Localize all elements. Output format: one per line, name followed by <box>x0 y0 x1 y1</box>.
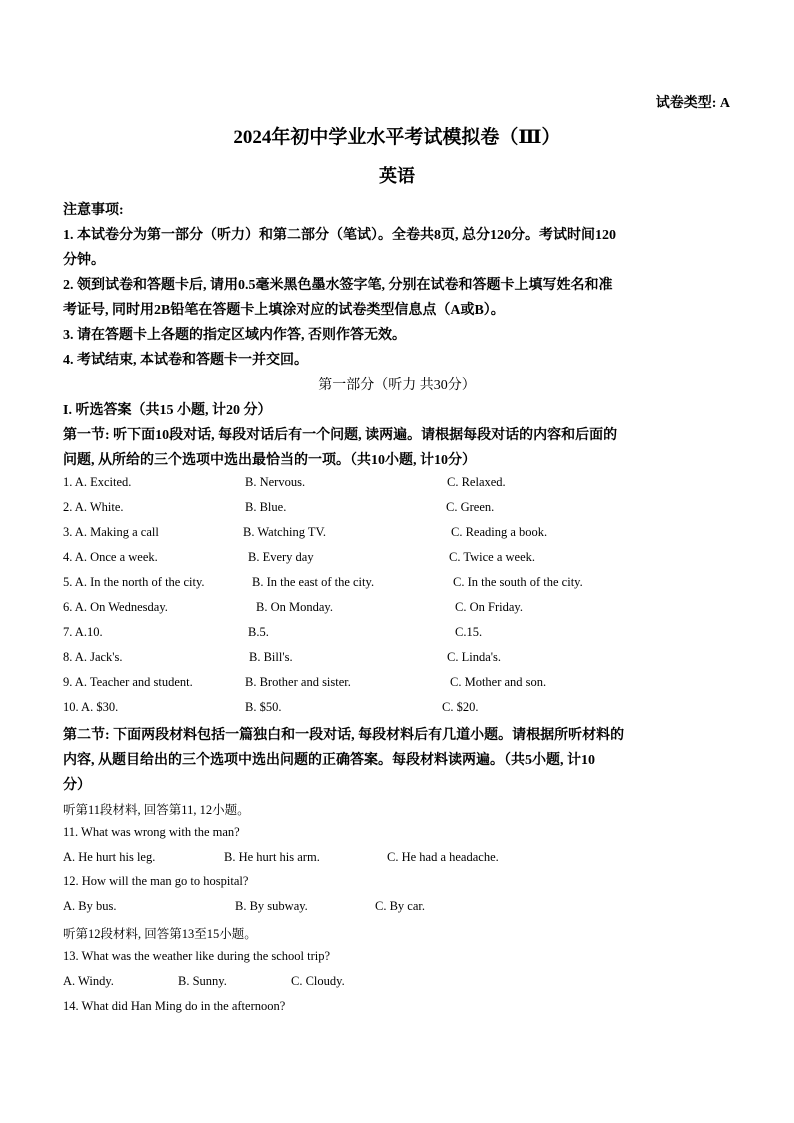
option-a: 7. A.10. <box>63 625 103 639</box>
option-b: B. He hurt his arm. <box>224 850 320 864</box>
option-c: C.15. <box>455 625 483 639</box>
option-c: C. Mother and son. <box>450 675 547 689</box>
option-a: 6. A. On Wednesday. <box>63 600 168 614</box>
part-one-heading: 第一部分（听力 共30分） <box>318 378 476 393</box>
option-c: C. Twice a week. <box>449 550 536 564</box>
material-11-instruction: 听第11段材料, 回答第11, 12小题。 <box>63 803 250 817</box>
section-two-instruction-line-1: 第二节: 下面两段材料包括一篇独白和一段对话, 每段材料后有几道小题。请根据所听材料的 <box>63 728 625 743</box>
question-11-stem: 11. What was wrong with the man? <box>63 825 240 839</box>
option-c: C. By car. <box>375 899 425 913</box>
option-c: C. Relaxed. <box>447 475 506 489</box>
option-b: B. By subway. <box>235 899 308 913</box>
section-two-instruction-line-3: 分） <box>63 778 91 793</box>
option-c: C. Green. <box>446 500 495 514</box>
option-b: B. $50. <box>245 700 282 714</box>
section-title: I. 听选答案（共15 小题, 计20 分） <box>63 403 272 418</box>
option-b: B. On Monday. <box>256 600 333 614</box>
option-b: B. Nervous. <box>245 475 306 489</box>
option-a: 9. A. Teacher and student. <box>63 675 193 689</box>
question-12-stem: 12. How will the man go to hospital? <box>63 874 249 888</box>
option-a: 4. A. Once a week. <box>63 550 158 564</box>
option-b: B. Brother and sister. <box>245 675 351 689</box>
option-b: B. In the east of the city. <box>252 575 375 589</box>
option-b: B. Watching TV. <box>243 525 327 539</box>
option-c: C. He had a headache. <box>387 850 499 864</box>
section-one-instruction-line-2: 问题, 从所给的三个选项中选出最恰当的一项。（共10小题, 计10分） <box>63 453 476 468</box>
option-a: 10. A. $30. <box>63 700 119 714</box>
option-a: A. Windy. <box>63 974 114 988</box>
note-item-4: 4. 考试结束, 本试卷和答题卡一并交回。 <box>63 353 308 368</box>
option-b: B. Sunny. <box>178 974 227 988</box>
subject-title: 英语 <box>379 166 415 186</box>
note-item-2-line-1: 2. 领到试卷和答题卡后, 请用0.5毫米黑色墨水签字笔, 分别在试卷和答题卡上填写姓名和准 <box>63 278 613 293</box>
option-c: C. In the south of the city. <box>453 575 583 589</box>
option-c: C. On Friday. <box>455 600 523 614</box>
section-two-instruction-line-2: 内容, 从题目给出的三个选项中选出问题的正确答案。每段材料读两遍。（共5小题, 计10 <box>63 753 595 768</box>
option-a: A. By bus. <box>63 899 117 913</box>
page-title: 2024年初中学业水平考试模拟卷（Ⅲ） <box>233 127 561 148</box>
option-c: C. Cloudy. <box>291 974 345 988</box>
option-a: 3. A. Making a call <box>63 525 159 539</box>
option-b: B. Every day <box>248 550 314 564</box>
option-a: 8. A. Jack's. <box>63 650 123 664</box>
paper-type-label: 试卷类型: A <box>655 96 730 111</box>
option-c: C. Linda's. <box>447 650 501 664</box>
note-item-1-line-1: 1. 本试卷分为第一部分（听力）和第二部分（笔试）。全卷共8页, 总分120分。考试时间120 <box>63 228 616 243</box>
question-13-stem: 13. What was the weather like during the school trip? <box>63 949 331 963</box>
note-item-2-line-2: 考证号, 同时用2B铅笔在答题卡上填涂对应的试卷类型信息点（A或B）。 <box>63 303 505 318</box>
option-b: B.5. <box>248 625 269 639</box>
note-item-1-line-2: 分钟。 <box>63 253 105 268</box>
option-a: 1. A. Excited. <box>63 475 132 489</box>
section-one-instruction-line-1: 第一节: 听下面10段对话, 每段对话后有一个问题, 读两遍。请根据每段对话的内容和后面的 <box>63 428 618 443</box>
option-c: C. Reading a book. <box>451 525 548 539</box>
option-b: B. Blue. <box>245 500 287 514</box>
option-a: 2. A. White. <box>63 500 124 514</box>
option-c: C. $20. <box>442 700 479 714</box>
notes-heading: 注意事项: <box>63 203 124 218</box>
question-14-stem: 14. What did Han Ming do in the afternoon? <box>63 999 286 1013</box>
option-a: A. He hurt his leg. <box>63 850 156 864</box>
note-item-3: 3. 请在答题卡上各题的指定区域内作答, 否则作答无效。 <box>63 328 406 343</box>
option-b: B. Bill's. <box>249 650 293 664</box>
material-12-instruction: 听第12段材料, 回答第13至15小题。 <box>63 927 257 941</box>
option-a: 5. A. In the north of the city. <box>63 575 205 589</box>
